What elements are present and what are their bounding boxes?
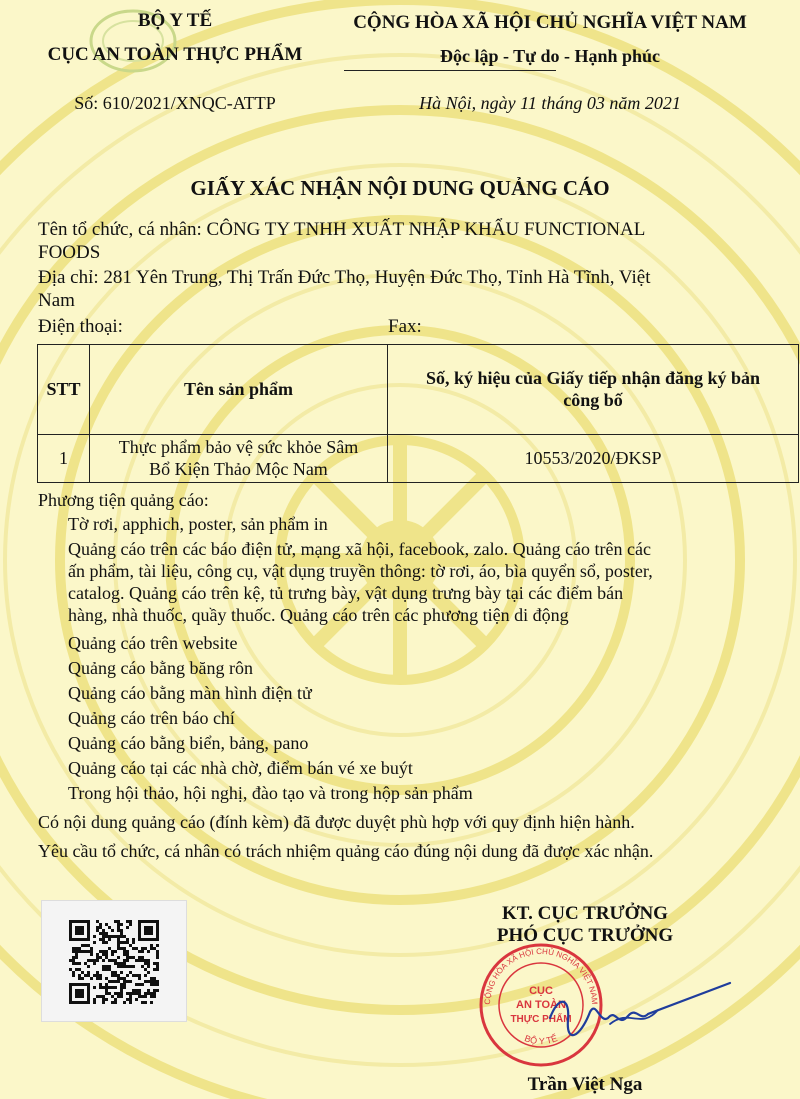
department-name: CỤC AN TOÀN THỰC PHẨM bbox=[47, 44, 303, 65]
seal-center-line3: THỰC PHẨM bbox=[510, 1014, 572, 1025]
media-item-online-line3: catalog. Quảng cáo trên kệ, tủ trưng bày, vật dụng trưng bày tại các điểm bán bbox=[68, 583, 624, 603]
col-header-registration-line2: công bố bbox=[563, 389, 623, 410]
ministry-name: BỘ Y TẾ bbox=[137, 10, 213, 31]
col-header-registration bbox=[388, 345, 799, 435]
qr-code[interactable] bbox=[41, 900, 187, 1022]
cell-registration: 10553/2020/ĐKSP bbox=[388, 435, 799, 483]
signature-title-line1: KT. CỤC TRƯỞNG bbox=[502, 903, 668, 924]
cell-product-line1: Thực phẩm bảo vệ sức khỏe Sâm bbox=[118, 436, 359, 457]
seal-center-line1: CỤC bbox=[529, 985, 553, 997]
col-header-stt: STT bbox=[38, 345, 90, 435]
table-header-row bbox=[38, 345, 799, 435]
col-header-registration-line1: Số, ký hiệu của Giấy tiếp nhận đăng ký bản bbox=[425, 367, 761, 388]
seal-ring-text: CỘNG HÒA XÃ HỘI CHỦ NGHĨA VIỆT NAM bbox=[482, 946, 600, 1005]
seal-center-line2: AN TOÀN bbox=[516, 999, 566, 1011]
media-item-screen: Quảng cáo bằng màn hình điện tử bbox=[68, 683, 312, 703]
seal-bottom-text: BỘ Y TẾ bbox=[523, 1033, 559, 1047]
media-label: Phương tiện quảng cáo: bbox=[38, 490, 209, 510]
applicant-address-line1: Địa chỉ: 281 Yên Trung, Thị Trấn Đức Thọ, Huyện Đức Thọ, Tỉnh Hà Tĩnh, Việt bbox=[38, 267, 651, 288]
media-item-newspaper: Quảng cáo trên báo chí bbox=[68, 708, 235, 728]
handwritten-signature-icon bbox=[540, 978, 740, 1048]
requirement-statement: Yêu cầu tổ chức, cá nhân có trách nhiệm quảng cáo đúng nội dung đã được xác nhận. bbox=[38, 841, 654, 861]
signer-name: Trần Việt Nga bbox=[527, 1074, 643, 1095]
media-item-billboard: Quảng cáo bằng biển, bảng, pano bbox=[68, 733, 309, 753]
motto-underline bbox=[344, 70, 556, 71]
cell-product bbox=[90, 435, 388, 483]
phone-label: Điện thoại: bbox=[38, 316, 123, 337]
cell-stt: 1 bbox=[38, 435, 90, 483]
media-item-conference: Trong hội thảo, hội nghị, đào tạo và trong hộp sản phẩm bbox=[68, 783, 473, 803]
table-row bbox=[38, 435, 799, 483]
media-item-website: Quảng cáo trên website bbox=[68, 633, 238, 653]
doc-number: Số: 610/2021/XNQC-ATTP bbox=[74, 93, 276, 113]
media-item-online-line2: ấn phẩm, tài liệu, công cụ, vật dụng truyền thông: tờ rơi, áo, bìa quyển sổ, poster, bbox=[68, 561, 653, 581]
media-item-print: Tờ rơi, apphich, poster, sản phẩm in bbox=[68, 514, 328, 534]
media-item-online-line1: Quảng cáo trên các báo điện tử, mạng xã hội, facebook, zalo. Quảng cáo trên các bbox=[68, 539, 651, 559]
page-title: GIẤY XÁC NHẬN NỘI DUNG QUẢNG CÁO bbox=[190, 176, 610, 200]
cell-product-line2: Bổ Kiện Thảo Mộc Nam bbox=[149, 458, 328, 479]
applicant-name-line2: FOODS bbox=[38, 242, 101, 263]
product-table bbox=[37, 344, 799, 483]
date-place: Hà Nội, ngày 11 tháng 03 năm 2021 bbox=[419, 93, 681, 113]
media-item-online-line4: hàng, nhà thuốc, quầy thuốc. Quảng cáo trên các phương tiện di động bbox=[68, 605, 569, 625]
motto: Độc lập - Tự do - Hạnh phúc bbox=[439, 46, 661, 66]
qr-code-icon bbox=[69, 920, 159, 1004]
country-name: CỘNG HÒA XÃ HỘI CHỦ NGHĨA VIỆT NAM bbox=[353, 12, 747, 33]
fax-label: Fax: bbox=[388, 316, 422, 337]
signature-title-line2: PHÓ CỤC TRƯỞNG bbox=[496, 925, 674, 946]
applicant-name-line1: Tên tổ chức, cá nhân: CÔNG TY TNHH XUẤT NHẬP KHẨU FUNCTIONAL bbox=[38, 219, 646, 240]
media-item-bus-stop: Quảng cáo tại các nhà chờ, điểm bán vé xe buýt bbox=[68, 758, 413, 778]
media-item-banner: Quảng cáo bằng băng rôn bbox=[68, 658, 253, 678]
applicant-address-line2: Nam bbox=[38, 290, 75, 311]
col-header-product: Tên sản phẩm bbox=[90, 345, 388, 435]
approval-statement: Có nội dung quảng cáo (đính kèm) đã được duyệt phù hợp với quy định hiện hành. bbox=[38, 812, 635, 832]
